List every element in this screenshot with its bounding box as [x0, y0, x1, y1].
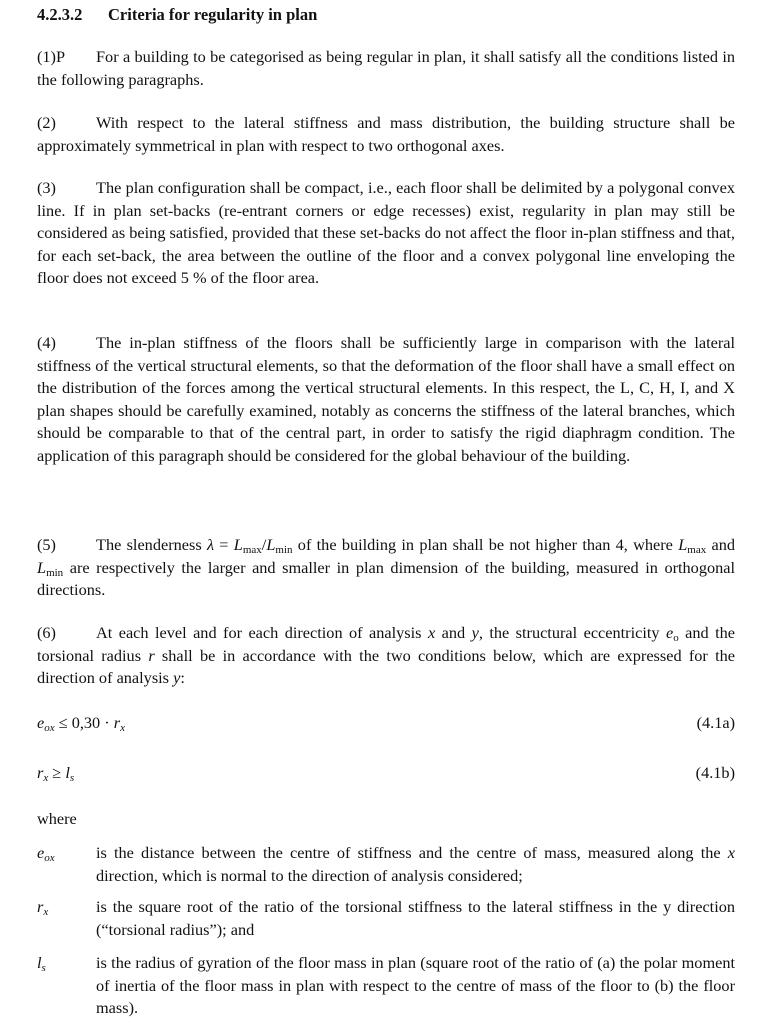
- paragraph-text: For a building to be categorised as being regular in plan, it shall satisfy all the conditions listed in the following paragraphs.: [37, 47, 735, 89]
- paragraph-text: and: [435, 623, 472, 642]
- paragraph-text: of the building in plan shall be not higher than 4, where: [292, 535, 679, 554]
- equation-4-1b: [37, 762, 735, 784]
- definition-ls: [37, 952, 735, 1020]
- x-symbol: x: [427, 623, 436, 642]
- min-subscript: min: [275, 544, 293, 556]
- paragraph-text: shall be in accordance with the two conditions below, which are expressed for the direction of analysis: [37, 645, 735, 687]
- paragraph-marker: (1)P: [37, 47, 66, 66]
- equation-lhs: e: [37, 713, 45, 732]
- paragraph-marker: (5): [37, 535, 56, 554]
- definition-symbol: [37, 842, 92, 865]
- l-symbol: L: [678, 535, 688, 554]
- paragraph-marker: (4): [37, 333, 56, 352]
- e-symbol: e: [665, 623, 674, 642]
- paragraph-1: [37, 46, 735, 91]
- paragraph-marker: (2): [37, 113, 56, 132]
- definition-text-part: direction, which is normal to the direction of analysis considered;: [96, 865, 523, 885]
- symbol-subscript: ox: [44, 852, 55, 864]
- symbol-subscript: x: [43, 906, 49, 918]
- paragraph-text: and: [706, 535, 736, 554]
- equation-number: (4.1a): [696, 713, 735, 732]
- equals-sign: =: [214, 535, 234, 554]
- slash: /: [261, 535, 267, 554]
- equation-rhs-subscript: s: [69, 772, 75, 784]
- equation-number: (4.1b): [695, 763, 735, 782]
- symbol-letter: e: [37, 843, 45, 862]
- o-subscript: o: [673, 632, 679, 644]
- max-subscript: max: [242, 544, 262, 556]
- y-symbol: y: [173, 668, 181, 687]
- paragraph-3: [37, 177, 735, 290]
- paragraph-text: The in-plan stiffness of the floors shall be sufficiently large in comparison with the lateral stiffness of the vertical structural elements, so that the deformation of the floor shall have a small effect on the distribution of the forces among the vertical structural elements. In this respect, the L, C, H, I, and X plan shapes should be carefully examined, notably as concerns the stiffness of the lateral branches, which should be comparable to that of the central part, in order to satisfy the rigid diaphragm condition. The application of this paragraph should be considered for the global behaviour of the building.: [37, 333, 735, 465]
- paragraph-text: With respect to the lateral stiffness and mass distribution, the building structure shall be approximately symmetrical in plan with respect to two orthogonal axes.: [37, 113, 735, 155]
- symbol-letter: l: [37, 953, 42, 972]
- paragraph-2: [37, 112, 735, 157]
- paragraph-text: At each level and for each direction of analysis: [96, 623, 428, 642]
- where-label: where: [37, 809, 77, 828]
- min-subscript: min: [46, 566, 64, 579]
- symbol-letter: r: [37, 897, 44, 916]
- equation-rhs: r: [113, 713, 121, 732]
- definition-text: [96, 842, 735, 887]
- equation-lhs-subscript: ox: [44, 722, 55, 734]
- definition-symbol: [37, 952, 92, 975]
- section-heading: [37, 4, 317, 26]
- l-symbol: L: [266, 535, 276, 554]
- l-symbol: L: [233, 535, 243, 554]
- paragraph-text: The plan configuration shall be compact, i.e., each floor shall be delimited by a polygonal convex line. If in plan set-backs (re-entrant corners or edge recesses) exist, regularity in plan may still be considered as being satisfied, provided that these set-backs do not affect the floor in-plan stiffness and that, for each set-back, the area between the outline of the floor and a convex polygonal line enveloping the floor does not exceed 5 % of the floor area.: [37, 178, 735, 287]
- lambda-symbol: λ: [206, 535, 215, 554]
- equation-4-1a: [37, 712, 735, 734]
- symbol-subscript: s: [41, 962, 46, 974]
- equation-rhs: l: [65, 763, 70, 782]
- equation-relation: ≥: [48, 763, 66, 782]
- y-symbol: y: [471, 623, 479, 642]
- paragraph-4: [37, 332, 735, 467]
- paragraph-text: are respectively the larger and smaller in plan dimension of the building, measured in orthogonal directions.: [37, 557, 735, 599]
- definition-symbol: [37, 896, 92, 919]
- definition-text-part: is the distance between the centre of stiffness and the centre of mass, measured along the: [96, 843, 728, 862]
- paragraph-5: [37, 534, 735, 602]
- paragraph-text: The slenderness: [96, 535, 207, 554]
- definition-rx: [37, 896, 735, 941]
- paragraph-marker: (6): [37, 623, 56, 642]
- definition-text: is the radius of gyration of the floor mass in plan (square root of the ratio of (a) the polar moment of inertia of the floor mass in plan with respect to the centre of mass of the floor to (b) the floor mass).: [96, 953, 735, 1017]
- paragraph-text: :: [180, 668, 185, 687]
- section-number: 4.2.3.2: [37, 5, 83, 24]
- l-symbol: L: [37, 557, 47, 577]
- equation-rhs-subscript: x: [120, 722, 125, 734]
- equation-relation: ≤ 0,30 ·: [54, 713, 114, 732]
- section-title: Criteria for regularity in plan: [108, 5, 318, 24]
- equation-lhs: r: [37, 763, 44, 782]
- paragraph-text: and the torsional radius: [37, 623, 735, 665]
- r-symbol: r: [148, 645, 155, 665]
- equation-lhs-subscript: x: [43, 772, 49, 784]
- paragraph-text: , the structural eccentricity: [478, 623, 666, 642]
- x-symbol: x: [727, 843, 735, 862]
- definition-eox: [37, 842, 735, 887]
- definition-text: is the square root of the ratio of the torsional stiffness to the lateral stiffness in the y direction (“torsional radius”); and: [96, 897, 735, 939]
- max-subscript: max: [687, 544, 707, 556]
- paragraph-marker: (3): [37, 178, 56, 197]
- paragraph-6: [37, 622, 735, 690]
